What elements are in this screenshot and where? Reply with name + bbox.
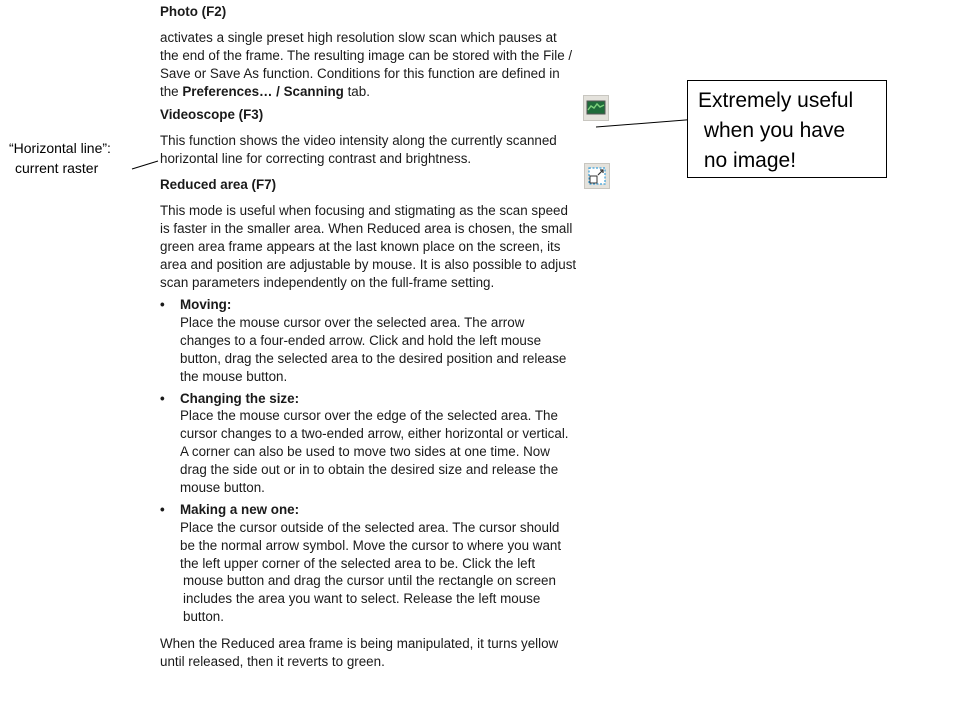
preferences-menu-path: Preferences… / S bbox=[182, 83, 293, 99]
bullet-line: mouse button. bbox=[180, 480, 265, 496]
callout-line: when you have bbox=[698, 119, 846, 142]
videoscope-line: horizontal line for correcting contrast and brightness. bbox=[160, 150, 472, 166]
bullet-line: cursor changes to a two-ended arrow, either horizontal or vertical. bbox=[180, 426, 569, 442]
closing-line: until released, then it reverts to green. bbox=[160, 653, 385, 669]
bullet-line: changes to a four-ended arrow. Click and hold the left mouse bbox=[180, 332, 542, 348]
photo-heading: Photo (F2) bbox=[160, 4, 227, 19]
photo-line: activates a single preset high resolution slow scan which pauses at bbox=[160, 29, 557, 45]
videoscope-icon bbox=[583, 95, 609, 121]
reduced-area-section bbox=[160, 176, 630, 291]
bullet-moving bbox=[160, 296, 630, 386]
bullet-line: the mouse button. bbox=[180, 368, 288, 384]
continuation-line: button. bbox=[183, 608, 224, 624]
reduced-area-line: is faster in the smaller area. When Reduced area is chosen, the small bbox=[160, 220, 573, 236]
photo-line bbox=[160, 83, 630, 101]
continuation-line: mouse button and drag the cursor until the rectangle on screen bbox=[183, 573, 556, 588]
callout-box bbox=[687, 80, 887, 178]
photo-text: the bbox=[160, 83, 183, 99]
videoscope-heading: Videoscope (F3) bbox=[160, 107, 264, 122]
bullet-title: Changing the size: bbox=[180, 390, 300, 406]
continuation-line: includes the area you want to select. Release the left mouse bbox=[183, 590, 541, 606]
photo-line: the end of the frame. The resulting image can be stored with the File / bbox=[160, 47, 573, 63]
reduced-area-line: This mode is useful when focusing and stigmating as the scan speed bbox=[160, 202, 568, 218]
reduced-area-line: green area frame appears at the last known place on the screen, its bbox=[160, 238, 561, 254]
bullet-dot: • bbox=[160, 297, 165, 312]
bullet-line: Place the mouse cursor over the edge of the selected area. The bbox=[180, 408, 558, 424]
bullet-dot: • bbox=[160, 390, 165, 406]
bullet-line: button, drag the selected area to the desired position and release bbox=[180, 350, 567, 366]
reduced-area-icon bbox=[584, 163, 610, 189]
bullet-dot: • bbox=[160, 501, 165, 517]
photo-line: Save or Save As function. Conditions for this function are defined in bbox=[160, 65, 560, 81]
horizontal-line-note bbox=[6, 138, 156, 178]
bullet-making-new bbox=[160, 501, 630, 573]
bullet-line: the left upper corner of the selected area to be. Click the left bbox=[180, 555, 536, 571]
bullet-line: Place the mouse cursor over the selected area. The arrow bbox=[180, 314, 525, 330]
bullet-line: A corner can also be used to move two sides at one time. Now bbox=[180, 444, 550, 460]
videoscope-line: This function shows the video intensity along the currently scanned bbox=[160, 132, 557, 148]
reduced-area-bullets bbox=[160, 296, 630, 573]
bullet-line: drag the side out or in to obtain the desired size and release the bbox=[180, 462, 559, 478]
bullet-continuation bbox=[160, 572, 630, 626]
photo-section bbox=[160, 3, 630, 101]
reduced-area-heading: Reduced area (F7) bbox=[160, 177, 277, 192]
note-line: current raster bbox=[15, 160, 99, 176]
closing-line: When the Reduced area frame is being manipulated, it turns yellow bbox=[160, 636, 559, 651]
reduced-area-line: area and position are adjustable by mouse. It is also possible to adjust bbox=[160, 256, 577, 272]
callout-line: Extremely useful bbox=[698, 89, 854, 112]
callout-line: no image! bbox=[698, 149, 797, 172]
bullet-title: Moving: bbox=[180, 297, 232, 312]
bullet-line: Place the cursor outside of the selected area. The cursor should bbox=[180, 519, 560, 535]
bullet-line: be the normal arrow symbol. Move the cursor to where you want bbox=[180, 537, 562, 553]
bullet-changing-size bbox=[160, 390, 630, 497]
note-line: “Horizontal line”: bbox=[9, 140, 111, 156]
bullet-title: Making a new one: bbox=[180, 501, 300, 517]
closing-paragraph bbox=[160, 635, 630, 671]
videoscope-section bbox=[160, 106, 630, 168]
photo-text: tab. bbox=[343, 83, 370, 99]
scanning-tab-name: canning bbox=[292, 83, 344, 99]
reduced-area-line: scan parameters independently on the full-frame setting. bbox=[160, 274, 495, 290]
